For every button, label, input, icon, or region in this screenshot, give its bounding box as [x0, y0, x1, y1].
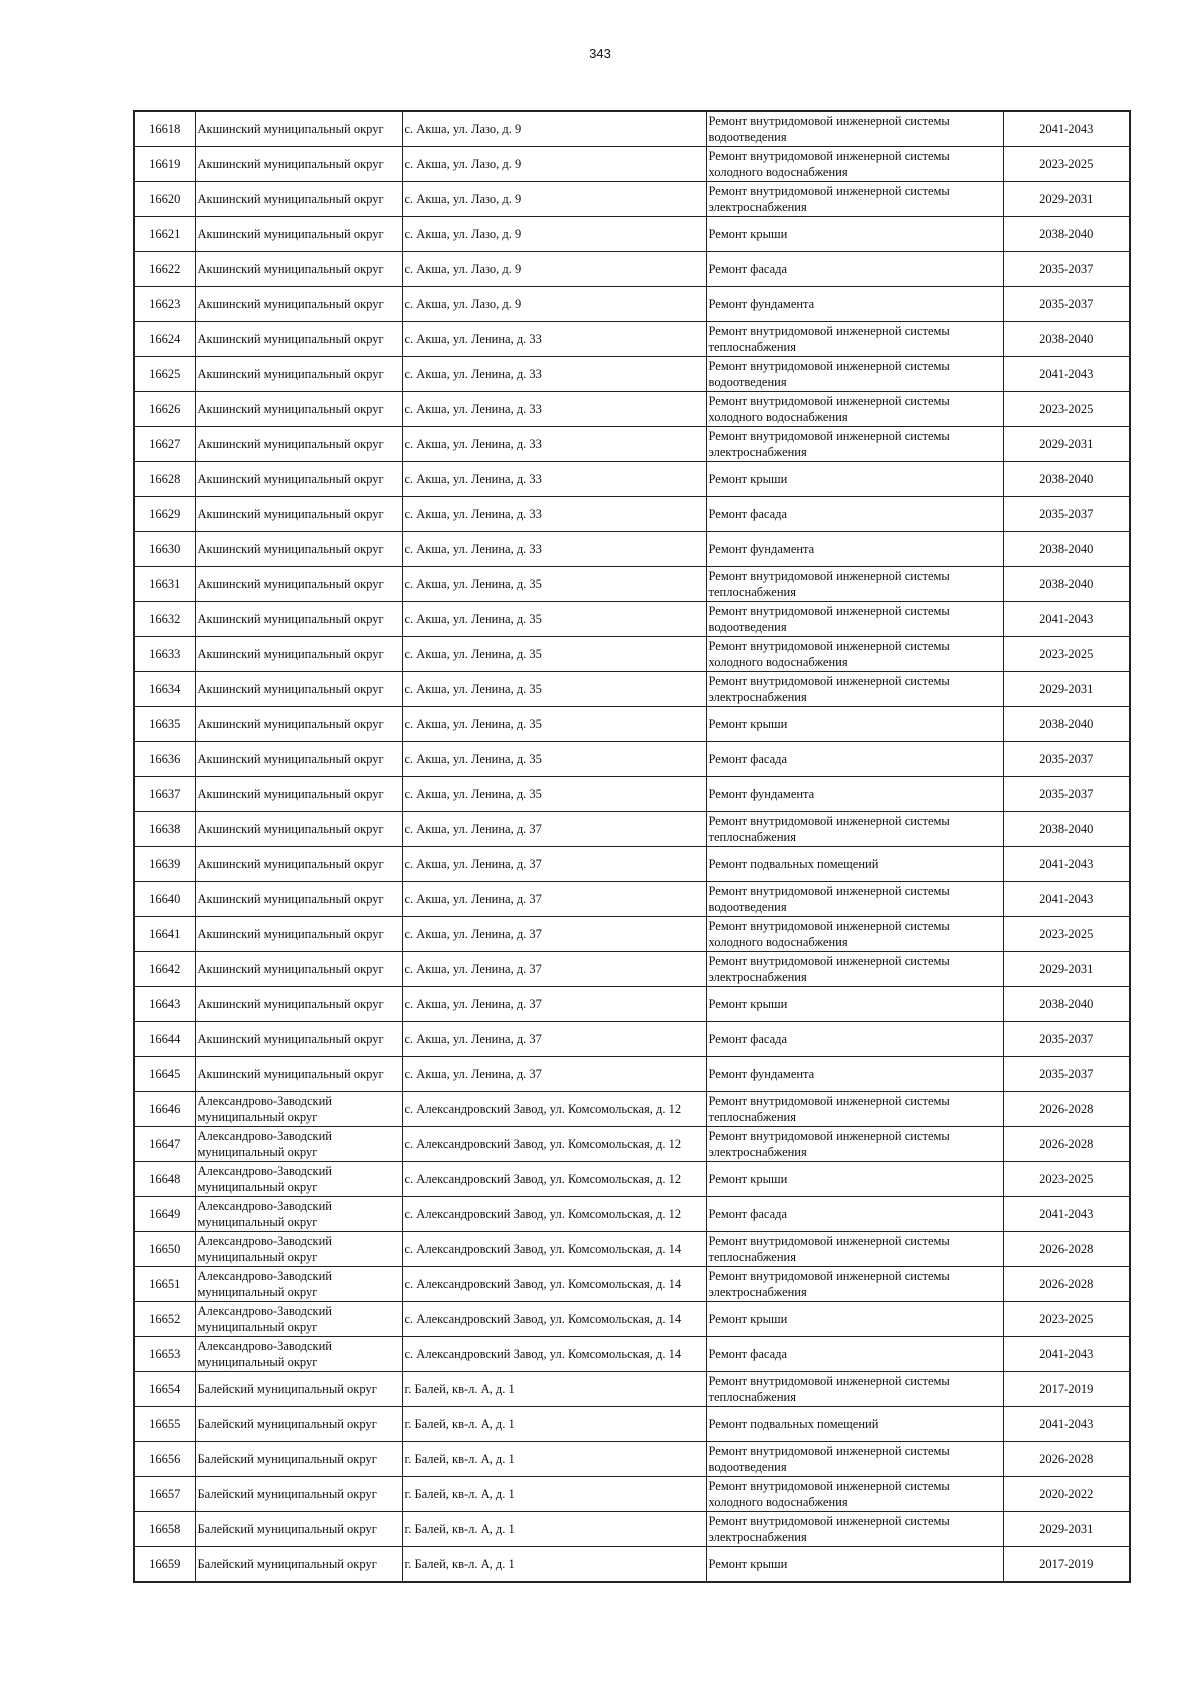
municipality-cell: Акшинский муниципальный округ: [195, 917, 402, 952]
row-number-cell: 16623: [134, 287, 195, 322]
row-number-cell: 16649: [134, 1197, 195, 1232]
municipality-cell: Акшинский муниципальный округ: [195, 1057, 402, 1092]
municipality-cell: Акшинский муниципальный округ: [195, 532, 402, 567]
row-number-cell: 16647: [134, 1127, 195, 1162]
table-row: [134, 462, 1130, 497]
period-cell: 2035-2037: [1003, 1057, 1130, 1092]
work-type-cell: Ремонт крыши: [706, 462, 1003, 497]
municipality-cell: Акшинский муниципальный округ: [195, 707, 402, 742]
address-cell: г. Балей, кв-л. А, д. 1: [402, 1442, 706, 1477]
period-cell: 2020-2022: [1003, 1477, 1130, 1512]
municipality-cell: Акшинский муниципальный округ: [195, 952, 402, 987]
table-row: [134, 217, 1130, 252]
work-type-cell: Ремонт внутридомовой инженерной системы водоотведения: [706, 602, 1003, 637]
municipality-cell: Акшинский муниципальный округ: [195, 497, 402, 532]
row-number-cell: 16652: [134, 1302, 195, 1337]
table-row: [134, 182, 1130, 217]
row-number-cell: 16657: [134, 1477, 195, 1512]
address-cell: с. Акша, ул. Ленина, д. 37: [402, 952, 706, 987]
period-cell: 2029-2031: [1003, 672, 1130, 707]
period-cell: 2041-2043: [1003, 602, 1130, 637]
work-type-cell: Ремонт внутридомовой инженерной системы водоотведения: [706, 882, 1003, 917]
municipality-cell: Акшинский муниципальный округ: [195, 182, 402, 217]
work-type-cell: Ремонт внутридомовой инженерной системы электроснабжения: [706, 427, 1003, 462]
address-cell: с. Александровский Завод, ул. Комсомольская, д. 12: [402, 1197, 706, 1232]
row-number-cell: 16635: [134, 707, 195, 742]
table-row: [134, 777, 1130, 812]
table-row: [134, 602, 1130, 637]
row-number-cell: 16620: [134, 182, 195, 217]
row-number-cell: 16618: [134, 111, 195, 147]
municipality-cell: Акшинский муниципальный округ: [195, 847, 402, 882]
address-cell: с. Акша, ул. Лазо, д. 9: [402, 252, 706, 287]
table-row: [134, 952, 1130, 987]
table-row: [134, 1337, 1130, 1372]
work-type-cell: Ремонт фундамента: [706, 1057, 1003, 1092]
address-cell: с. Акша, ул. Ленина, д. 33: [402, 462, 706, 497]
table-row: [134, 252, 1130, 287]
row-number-cell: 16640: [134, 882, 195, 917]
work-type-cell: Ремонт внутридомовой инженерной системы водоотведения: [706, 111, 1003, 147]
table-row: [134, 1092, 1130, 1127]
row-number-cell: 16643: [134, 987, 195, 1022]
municipality-cell: Акшинский муниципальный округ: [195, 287, 402, 322]
row-number-cell: 16619: [134, 147, 195, 182]
row-number-cell: 16654: [134, 1372, 195, 1407]
municipality-cell: Александрово-Заводский муниципальный округ: [195, 1197, 402, 1232]
address-cell: с. Акша, ул. Ленина, д. 35: [402, 567, 706, 602]
period-cell: 2023-2025: [1003, 1302, 1130, 1337]
address-cell: с. Александровский Завод, ул. Комсомольская, д. 14: [402, 1232, 706, 1267]
address-cell: с. Акша, ул. Лазо, д. 9: [402, 287, 706, 322]
work-type-cell: Ремонт фасада: [706, 1022, 1003, 1057]
address-cell: с. Акша, ул. Ленина, д. 33: [402, 322, 706, 357]
work-type-cell: Ремонт внутридомовой инженерной системы холодного водоснабжения: [706, 637, 1003, 672]
work-type-cell: Ремонт внутридомовой инженерной системы электроснабжения: [706, 1267, 1003, 1302]
row-number-cell: 16636: [134, 742, 195, 777]
municipality-cell: Акшинский муниципальный округ: [195, 322, 402, 357]
row-number-cell: 16639: [134, 847, 195, 882]
work-type-cell: Ремонт фасада: [706, 497, 1003, 532]
table-row: [134, 847, 1130, 882]
address-cell: с. Акша, ул. Ленина, д. 33: [402, 392, 706, 427]
work-type-cell: Ремонт внутридомовой инженерной системы водоотведения: [706, 357, 1003, 392]
work-type-cell: Ремонт крыши: [706, 987, 1003, 1022]
table-row: [134, 567, 1130, 602]
table-row: [134, 532, 1130, 567]
period-cell: 2026-2028: [1003, 1127, 1130, 1162]
period-cell: 2038-2040: [1003, 812, 1130, 847]
address-cell: г. Балей, кв-л. А, д. 1: [402, 1372, 706, 1407]
period-cell: 2029-2031: [1003, 952, 1130, 987]
row-number-cell: 16633: [134, 637, 195, 672]
table-row: [134, 1267, 1130, 1302]
address-cell: с. Акша, ул. Ленина, д. 37: [402, 987, 706, 1022]
municipality-cell: Александрово-Заводский муниципальный округ: [195, 1127, 402, 1162]
period-cell: 2035-2037: [1003, 742, 1130, 777]
address-cell: г. Балей, кв-л. А, д. 1: [402, 1512, 706, 1547]
municipality-cell: Александрово-Заводский муниципальный округ: [195, 1337, 402, 1372]
address-cell: г. Балей, кв-л. А, д. 1: [402, 1547, 706, 1583]
table-row: [134, 1197, 1130, 1232]
table-row: [134, 497, 1130, 532]
period-cell: 2029-2031: [1003, 182, 1130, 217]
address-cell: с. Акша, ул. Ленина, д. 37: [402, 917, 706, 952]
address-cell: г. Балей, кв-л. А, д. 1: [402, 1477, 706, 1512]
work-type-cell: Ремонт внутридомовой инженерной системы холодного водоснабжения: [706, 147, 1003, 182]
period-cell: 2038-2040: [1003, 707, 1130, 742]
work-type-cell: Ремонт внутридомовой инженерной системы холодного водоснабжения: [706, 1477, 1003, 1512]
period-cell: 2035-2037: [1003, 287, 1130, 322]
work-type-cell: Ремонт фундамента: [706, 287, 1003, 322]
period-cell: 2041-2043: [1003, 882, 1130, 917]
row-number-cell: 16656: [134, 1442, 195, 1477]
table-row: [134, 812, 1130, 847]
period-cell: 2035-2037: [1003, 777, 1130, 812]
municipality-cell: Акшинский муниципальный округ: [195, 427, 402, 462]
period-cell: 2041-2043: [1003, 1197, 1130, 1232]
work-type-cell: Ремонт внутридомовой инженерной системы холодного водоснабжения: [706, 917, 1003, 952]
work-type-cell: Ремонт крыши: [706, 1302, 1003, 1337]
document-table-container: [133, 110, 1131, 1583]
address-cell: с. Александровский Завод, ул. Комсомольская, д. 14: [402, 1267, 706, 1302]
municipality-cell: Балейский муниципальный округ: [195, 1547, 402, 1583]
municipality-cell: Акшинский муниципальный округ: [195, 987, 402, 1022]
address-cell: с. Акша, ул. Ленина, д. 37: [402, 1022, 706, 1057]
table-row: [134, 1057, 1130, 1092]
period-cell: 2038-2040: [1003, 462, 1130, 497]
address-cell: с. Акша, ул. Ленина, д. 35: [402, 707, 706, 742]
municipality-cell: Балейский муниципальный округ: [195, 1372, 402, 1407]
municipality-cell: Акшинский муниципальный округ: [195, 111, 402, 147]
table-row: [134, 1302, 1130, 1337]
municipality-cell: Акшинский муниципальный округ: [195, 1022, 402, 1057]
address-cell: с. Акша, ул. Ленина, д. 35: [402, 777, 706, 812]
address-cell: с. Акша, ул. Ленина, д. 35: [402, 672, 706, 707]
address-cell: с. Акша, ул. Ленина, д. 33: [402, 532, 706, 567]
period-cell: 2035-2037: [1003, 252, 1130, 287]
table-row: [134, 1022, 1130, 1057]
row-number-cell: 16630: [134, 532, 195, 567]
municipality-cell: Акшинский муниципальный округ: [195, 882, 402, 917]
row-number-cell: 16638: [134, 812, 195, 847]
row-number-cell: 16651: [134, 1267, 195, 1302]
table-row: [134, 987, 1130, 1022]
address-cell: с. Акша, ул. Ленина, д. 35: [402, 742, 706, 777]
municipality-cell: Балейский муниципальный округ: [195, 1442, 402, 1477]
table-row: [134, 287, 1130, 322]
municipality-cell: Акшинский муниципальный округ: [195, 602, 402, 637]
address-cell: с. Александровский Завод, ул. Комсомольская, д. 14: [402, 1302, 706, 1337]
table-row: [134, 1512, 1130, 1547]
municipality-cell: Балейский муниципальный округ: [195, 1477, 402, 1512]
row-number-cell: 16658: [134, 1512, 195, 1547]
work-type-cell: Ремонт внутридомовой инженерной системы электроснабжения: [706, 1512, 1003, 1547]
table-row: [134, 707, 1130, 742]
row-number-cell: 16624: [134, 322, 195, 357]
row-number-cell: 16632: [134, 602, 195, 637]
row-number-cell: 16659: [134, 1547, 195, 1583]
table-body: [134, 111, 1130, 1582]
address-cell: г. Балей, кв-л. А, д. 1: [402, 1407, 706, 1442]
work-type-cell: Ремонт крыши: [706, 217, 1003, 252]
municipality-cell: Акшинский муниципальный округ: [195, 147, 402, 182]
period-cell: 2026-2028: [1003, 1232, 1130, 1267]
row-number-cell: 16644: [134, 1022, 195, 1057]
period-cell: 2023-2025: [1003, 1162, 1130, 1197]
table-row: [134, 672, 1130, 707]
period-cell: 2023-2025: [1003, 917, 1130, 952]
row-number-cell: 16628: [134, 462, 195, 497]
work-type-cell: Ремонт фасада: [706, 1337, 1003, 1372]
work-type-cell: Ремонт внутридомовой инженерной системы холодного водоснабжения: [706, 392, 1003, 427]
work-type-cell: Ремонт внутридомовой инженерной системы теплоснабжения: [706, 567, 1003, 602]
table-row: [134, 882, 1130, 917]
work-type-cell: Ремонт подвальных помещений: [706, 1407, 1003, 1442]
period-cell: 2026-2028: [1003, 1092, 1130, 1127]
row-number-cell: 16646: [134, 1092, 195, 1127]
municipality-cell: Балейский муниципальный округ: [195, 1512, 402, 1547]
work-type-cell: Ремонт внутридомовой инженерной системы электроснабжения: [706, 182, 1003, 217]
period-cell: 2017-2019: [1003, 1372, 1130, 1407]
row-number-cell: 16629: [134, 497, 195, 532]
row-number-cell: 16631: [134, 567, 195, 602]
table-row: [134, 917, 1130, 952]
municipality-cell: Александрово-Заводский муниципальный округ: [195, 1232, 402, 1267]
row-number-cell: 16626: [134, 392, 195, 427]
table-row: [134, 1372, 1130, 1407]
row-number-cell: 16645: [134, 1057, 195, 1092]
municipality-cell: Акшинский муниципальный округ: [195, 637, 402, 672]
address-cell: с. Акша, ул. Лазо, д. 9: [402, 217, 706, 252]
period-cell: 2029-2031: [1003, 427, 1130, 462]
municipality-cell: Акшинский муниципальный округ: [195, 217, 402, 252]
municipality-cell: Акшинский муниципальный округ: [195, 777, 402, 812]
table-row: [134, 427, 1130, 462]
table-row: [134, 1162, 1130, 1197]
period-cell: 2023-2025: [1003, 147, 1130, 182]
row-number-cell: 16621: [134, 217, 195, 252]
table-row: [134, 357, 1130, 392]
municipality-cell: Александрово-Заводский муниципальный округ: [195, 1092, 402, 1127]
period-cell: 2038-2040: [1003, 532, 1130, 567]
municipality-cell: Акшинский муниципальный округ: [195, 357, 402, 392]
row-number-cell: 16648: [134, 1162, 195, 1197]
address-cell: с. Акша, ул. Ленина, д. 33: [402, 497, 706, 532]
row-number-cell: 16642: [134, 952, 195, 987]
address-cell: с. Акша, ул. Ленина, д. 37: [402, 847, 706, 882]
work-type-cell: Ремонт фундамента: [706, 532, 1003, 567]
municipality-cell: Акшинский муниципальный округ: [195, 252, 402, 287]
work-type-cell: Ремонт фундамента: [706, 777, 1003, 812]
period-cell: 2038-2040: [1003, 217, 1130, 252]
work-type-cell: Ремонт крыши: [706, 1162, 1003, 1197]
address-cell: с. Акша, ул. Лазо, д. 9: [402, 147, 706, 182]
municipality-cell: Александрово-Заводский муниципальный округ: [195, 1162, 402, 1197]
page-number: 343: [589, 46, 611, 61]
municipality-cell: Акшинский муниципальный округ: [195, 672, 402, 707]
row-number-cell: 16625: [134, 357, 195, 392]
period-cell: 2038-2040: [1003, 567, 1130, 602]
work-type-cell: Ремонт крыши: [706, 1547, 1003, 1583]
row-number-cell: 16634: [134, 672, 195, 707]
work-type-cell: Ремонт внутридомовой инженерной системы электроснабжения: [706, 952, 1003, 987]
period-cell: 2041-2043: [1003, 1337, 1130, 1372]
work-type-cell: Ремонт внутридомовой инженерной системы теплоснабжения: [706, 322, 1003, 357]
period-cell: 2026-2028: [1003, 1442, 1130, 1477]
address-cell: с. Акша, ул. Ленина, д. 37: [402, 1057, 706, 1092]
table-row: [134, 392, 1130, 427]
address-cell: с. Александровский Завод, ул. Комсомольская, д. 12: [402, 1092, 706, 1127]
work-type-cell: Ремонт внутридомовой инженерной системы электроснабжения: [706, 672, 1003, 707]
address-cell: с. Акша, ул. Ленина, д. 37: [402, 812, 706, 847]
table-row: [134, 111, 1130, 147]
address-cell: с. Акша, ул. Ленина, д. 35: [402, 637, 706, 672]
work-type-cell: Ремонт внутридомовой инженерной системы электроснабжения: [706, 1127, 1003, 1162]
period-cell: 2041-2043: [1003, 1407, 1130, 1442]
period-cell: 2035-2037: [1003, 497, 1130, 532]
period-cell: 2029-2031: [1003, 1512, 1130, 1547]
row-number-cell: 16627: [134, 427, 195, 462]
work-type-cell: Ремонт внутридомовой инженерной системы теплоснабжения: [706, 812, 1003, 847]
address-cell: с. Акша, ул. Ленина, д. 33: [402, 357, 706, 392]
table-row: [134, 147, 1130, 182]
period-cell: 2035-2037: [1003, 1022, 1130, 1057]
period-cell: 2041-2043: [1003, 357, 1130, 392]
municipality-cell: Александрово-Заводский муниципальный округ: [195, 1302, 402, 1337]
table-row: [134, 1477, 1130, 1512]
work-type-cell: Ремонт внутридомовой инженерной системы водоотведения: [706, 1442, 1003, 1477]
row-number-cell: 16650: [134, 1232, 195, 1267]
address-cell: с. Александровский Завод, ул. Комсомольская, д. 12: [402, 1162, 706, 1197]
repair-schedule-table: [133, 110, 1131, 1583]
work-type-cell: Ремонт фасада: [706, 742, 1003, 777]
period-cell: 2041-2043: [1003, 847, 1130, 882]
municipality-cell: Акшинский муниципальный округ: [195, 812, 402, 847]
period-cell: 2038-2040: [1003, 987, 1130, 1022]
table-row: [134, 322, 1130, 357]
address-cell: с. Акша, ул. Лазо, д. 9: [402, 111, 706, 147]
work-type-cell: Ремонт внутридомовой инженерной системы теплоснабжения: [706, 1232, 1003, 1267]
row-number-cell: 16653: [134, 1337, 195, 1372]
municipality-cell: Акшинский муниципальный округ: [195, 462, 402, 497]
work-type-cell: Ремонт внутридомовой инженерной системы теплоснабжения: [706, 1092, 1003, 1127]
row-number-cell: 16637: [134, 777, 195, 812]
municipality-cell: Акшинский муниципальный округ: [195, 392, 402, 427]
period-cell: 2023-2025: [1003, 392, 1130, 427]
period-cell: 2023-2025: [1003, 637, 1130, 672]
work-type-cell: Ремонт подвальных помещений: [706, 847, 1003, 882]
period-cell: 2041-2043: [1003, 111, 1130, 147]
address-cell: с. Акша, ул. Ленина, д. 35: [402, 602, 706, 637]
address-cell: с. Александровский Завод, ул. Комсомольская, д. 14: [402, 1337, 706, 1372]
table-row: [134, 1127, 1130, 1162]
address-cell: с. Акша, ул. Ленина, д. 37: [402, 882, 706, 917]
table-row: [134, 1407, 1130, 1442]
municipality-cell: Акшинский муниципальный округ: [195, 567, 402, 602]
row-number-cell: 16641: [134, 917, 195, 952]
work-type-cell: Ремонт крыши: [706, 707, 1003, 742]
work-type-cell: Ремонт внутридомовой инженерной системы теплоснабжения: [706, 1372, 1003, 1407]
table-row: [134, 1232, 1130, 1267]
municipality-cell: Александрово-Заводский муниципальный округ: [195, 1267, 402, 1302]
period-cell: 2017-2019: [1003, 1547, 1130, 1583]
table-row: [134, 742, 1130, 777]
row-number-cell: 16622: [134, 252, 195, 287]
table-row: [134, 1442, 1130, 1477]
period-cell: 2026-2028: [1003, 1267, 1130, 1302]
row-number-cell: 16655: [134, 1407, 195, 1442]
table-row: [134, 1547, 1130, 1583]
municipality-cell: Балейский муниципальный округ: [195, 1407, 402, 1442]
period-cell: 2038-2040: [1003, 322, 1130, 357]
address-cell: с. Акша, ул. Ленина, д. 33: [402, 427, 706, 462]
address-cell: с. Акша, ул. Лазо, д. 9: [402, 182, 706, 217]
table-row: [134, 637, 1130, 672]
work-type-cell: Ремонт фасада: [706, 252, 1003, 287]
municipality-cell: Акшинский муниципальный округ: [195, 742, 402, 777]
address-cell: с. Александровский Завод, ул. Комсомольская, д. 12: [402, 1127, 706, 1162]
work-type-cell: Ремонт фасада: [706, 1197, 1003, 1232]
